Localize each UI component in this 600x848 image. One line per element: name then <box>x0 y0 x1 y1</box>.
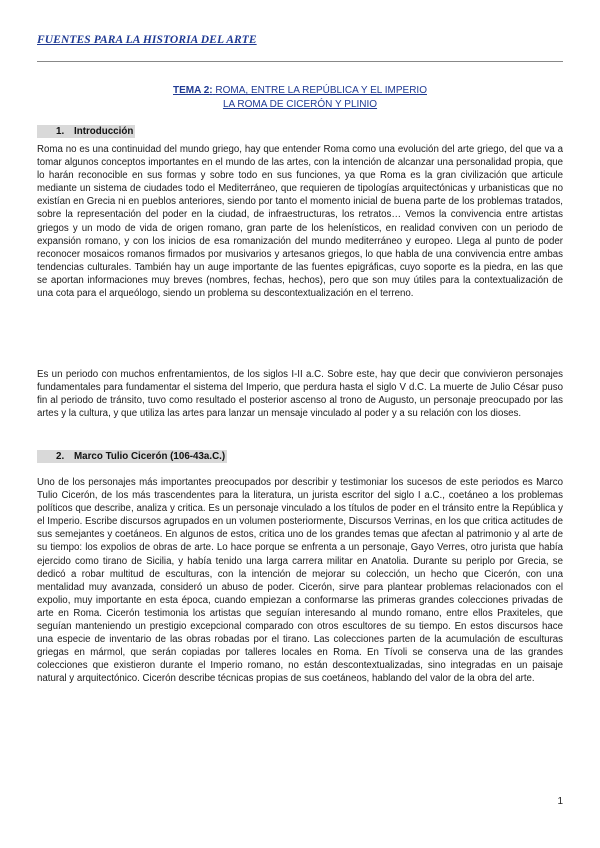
paragraph: Roma no es una continuidad del mundo griego, hay que entender Roma como una evolución del arte griego, del que va a tomar algunos conceptos importantes en el mundo de las artes, con la intención de alcanzar una personalidad propia, que lo harán reconocible en sus formas y sobre todo en sus funciones, ya que Roma es la gran civilización que articule mediante un sistema de ciudades todo el Mediterráneo, que requieren de tipologías arquitectónicas y urbanisticas que no existían en Grecia ni en pueblos anteriores, siendo por tanto el momento inicial de buena parte de los problemas tratados, sobre la representación del poder en la ciudad, de infraestructuras, los retratos… Vemos la convivencia entre artistas griegos y un modo de vida de origen romano, gran parte de los helenísticos, en realidad conviven con un periodo de expansión romano, y con los inicios de esa romanización del mundo mediterráneo y europeo. Llega al punto de poder reconocer mosaicos romanos firmados por musivarios y artesanos griegos, lo que habla de una convivencia entre ambas tendencias culturales. También hay un auge importante de las fuentes epigráficas, cuyo soporte es la piedra, en las que se aportan informaciones muy breves (nombres, fechas, hechos), pero que son muy útiles para la contextualización de una cota para el arqueólogo, siendo un problema su descontextualización en el terreno. <box>37 144 563 300</box>
tema-heading <box>0 84 600 112</box>
tema-label: TEMA 2: <box>173 85 213 96</box>
section-number: 1. <box>56 126 65 137</box>
section-title: Marco Tulio Cicerón (106-43a.C.) <box>74 451 226 462</box>
section-number: 2. <box>56 451 65 462</box>
page-number: 1 <box>557 796 563 807</box>
paragraph: Uno de los personajes más importantes preocupados por describir y testimoniar los sucesos de este periodos es Marco Tulio Cicerón, de los más trascendentes para la literatura, un jurista escritor del siglo I a.C., coetáneo a los problemas políticos que describe, analiza y critica. Es un personaje vinculado a los títulos de poder en el tránsito entre la República y el Imperio. Escribe discursos agrupados en un volumen posteriormente, Discursos Verrinas, en los que critica actitudes de sus semejantes y coetáneos. En algunos de estos, critica uno de los grandes temas que afectan al patrimonio y al arte de su tiempo: los expolios de obras de arte. Lo hace porque se enfrenta a un personaje, Gayo Verres, otro jurista que había ejercido como tirano de Sicilia, y había tenido una larga carrera militar en Anatolia. Durante su periplo por Grecia, se dedicó a robar multitud de esculturas, con la intención de mejorar su colección, un hecho que Cicerón, con una mentalidad muy avanzada, consideró un abuso de poder. Cicerón, sirve para plantear problemas relacionados con el expolio, muy importante en esta época, cuando empiezan a conformarse las primeras grandes colecciones privadas de arte en Roma. Cicerón testimonia los artistas que seguían interesando al mundo romano, entre ellos Praxiteles, que seguían manteniendo un prestigio excepcional comparado con otros escultores de su tiempo. En estos discursos hace una especie de inventario de las obras robadas por el tirano. Las colecciones parten de la acumulación de esculturas griegas en mármol, que serán copiadas por talleres locales en Roma. En Tívoli se conserva una de las grandes colecciones que existieron durante el Imperio romano, no están descontextualizadas, sino integradas en un paisaje natural y arquitectónico. Cicerón describe técnicas propias de sus coetáneos, hablando del valor de la obra del arte. <box>37 477 563 685</box>
tema-title-line2: LA ROMA DE CICERÓN Y PLINIO <box>222 99 378 110</box>
document-header-title: FUENTES PARA LA HISTORIA DEL ARTE <box>37 34 257 46</box>
section-heading-introduccion <box>37 126 135 137</box>
tema-title-line1: ROMA, ENTRE LA REPÚBLICA Y EL IMPERIO <box>215 85 427 96</box>
section-heading-ciceron <box>37 451 227 462</box>
paragraph: Es un periodo con muchos enfrentamientos, de los siglos I-II a.C. Sobre este, hay que decir que convivieron personajes fundamentales para fundamentar el sistema del Imperio, que perdura hasta el siglo V d.C. La muerte de Julio César puso fin al periodo de tránsito, tuvo como resultado el posterior ascenso al trono de Augusto, un personaje preocupado por las artes y la cultura, y que utiliza las artes para lanzar un mensaje vinculado al poder y a su relación con los dioses. <box>37 369 563 420</box>
header-divider <box>37 61 563 62</box>
section-title: Introducción <box>74 126 134 137</box>
